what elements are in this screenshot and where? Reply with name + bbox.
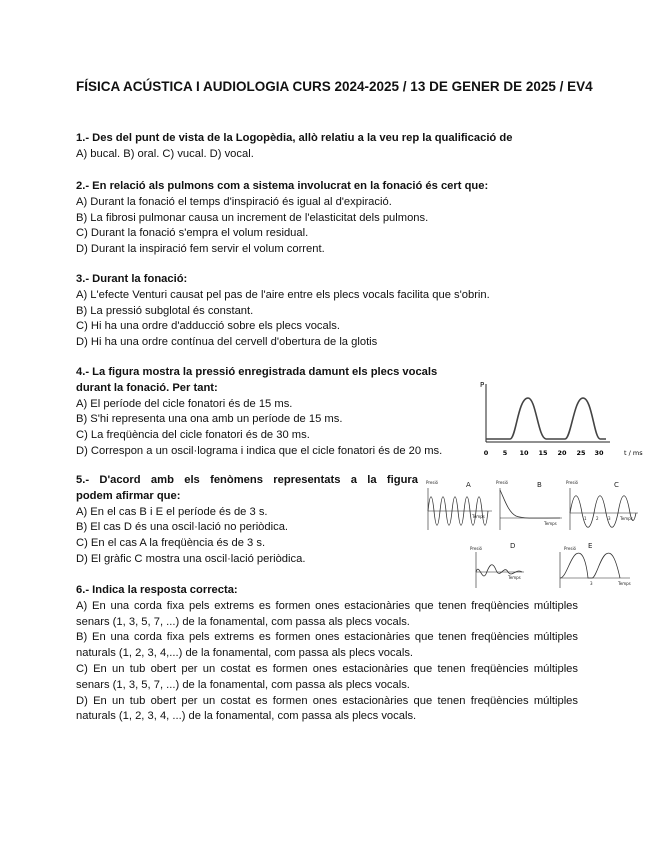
question-3-option-b: B) La pressió subglotal és constant. bbox=[76, 304, 254, 317]
tick-15: 15 bbox=[538, 449, 548, 457]
question-4-title-line-2: durant la fonació. Per tant: bbox=[76, 381, 218, 394]
document-title: FÍSICA ACÚSTICA I AUDIOLOGIA CURS 2024-2025 / 13 DE GENER DE 2025 / EV4 bbox=[76, 79, 593, 94]
tick-0: 0 bbox=[483, 449, 489, 457]
panel-e-pressure-label: Presió bbox=[564, 546, 577, 551]
panel-c-letter: C bbox=[614, 481, 619, 489]
pressure-waveform bbox=[486, 398, 606, 439]
question-6-option-c: C) En un tub obert per un costat es formen ones estacionàries que tenen freqüències múltiples senars (1, 3, 5, 7, ...) de la fonamental, com passa als plecs vocals. bbox=[76, 662, 578, 691]
panel-b-decay-curve bbox=[500, 490, 560, 518]
panel-b-pressure-label: Presió bbox=[496, 480, 509, 485]
panel-e-letter: E bbox=[588, 542, 593, 550]
question-4-option-b: B) S'hi representa una ona amb un període de 15 ms. bbox=[76, 413, 343, 426]
question-6-option-d: D) En un tub obert per un costat es formen ones estacionàries que tenen freqüències múltiples naturals (1, 2, 3, 4, ...) de la fonamental, com passa als plecs vocals. bbox=[76, 694, 578, 723]
question-4-option-c: C) La freqüència del cicle fonatori és de 30 ms. bbox=[76, 429, 310, 442]
question-6-title: 6.- Indica la resposta correcta: bbox=[76, 584, 238, 596]
question-6-option-b: B) En una corda fixa pels extrems es formen ones estacionàries que tenen freqüències múltiples naturals (1, 2, 3, 4,...) de la fonamental, com passa als plecs vocals. bbox=[76, 631, 578, 660]
question-3-title: 3.- Durant la fonació: bbox=[76, 273, 188, 285]
question-4-title-line-1: 4.- La figura mostra la pressió enregistrada damunt els plecs vocals bbox=[76, 366, 438, 378]
question-5-option-b: B) El cas D és una oscil·lació no periòdica. bbox=[76, 521, 289, 534]
question-3-option-c: C) Hi ha una ordre d'adducció sobre els plecs vocals. bbox=[76, 320, 340, 333]
question-2-option-d: D) Durant la inspiració fem servir el volum corrent. bbox=[76, 243, 325, 256]
question-2-option-a: A) Durant la fonació el temps d'inspiració és igual al d'expiració. bbox=[76, 195, 392, 208]
question-4-option-a: A) El període del cicle fonatori és de 15 ms. bbox=[76, 397, 293, 410]
question-2 bbox=[76, 179, 586, 258]
question-5 bbox=[76, 473, 418, 568]
question-4-option-d: D) Correspon a un oscil·lograma i indica que el cicle fonatori és de 20 ms. bbox=[76, 444, 443, 457]
question-6-option-a: A) En una corda fixa pels extrems es formen ones estacionàries que tenen freqüències múltiples senars (1, 3, 5, 7, ...) de la fonamental, com passa als plecs vocals. bbox=[76, 599, 578, 628]
oscillation-figure bbox=[424, 478, 646, 590]
tick-25: 25 bbox=[576, 449, 586, 457]
question-3-option-a: A) L'efecte Venturi causat pel pas de l'aire entre els plecs vocals facilita que s'obrin. bbox=[76, 288, 490, 301]
panel-c-time-label: Temps bbox=[620, 516, 633, 521]
panel-c-label-3: 3 bbox=[608, 516, 611, 521]
question-1-options: A) bucal. B) oral. C) vucal. D) vocal. bbox=[76, 147, 254, 160]
panel-e-time-label: Temps bbox=[618, 581, 631, 586]
panel-d-pressure-label: Presió bbox=[470, 546, 483, 551]
panel-e-label-3: 3 bbox=[590, 581, 593, 586]
panel-b-letter: B bbox=[537, 481, 542, 489]
panel-a-pressure-label: Presió bbox=[426, 480, 439, 485]
question-5-title-line-2: podem afirmar que: bbox=[76, 489, 181, 502]
panel-c-wave bbox=[570, 496, 636, 528]
question-3 bbox=[76, 272, 586, 351]
question-2-option-c: C) Durant la fonació s'empra el volum residual. bbox=[76, 227, 309, 240]
tick-20: 20 bbox=[557, 449, 567, 457]
tick-30: 30 bbox=[594, 449, 604, 457]
panel-d-time-label: Temps bbox=[508, 575, 521, 580]
question-1 bbox=[76, 131, 586, 163]
panel-a-letter: A bbox=[466, 481, 471, 489]
tick-5: 5 bbox=[502, 449, 508, 457]
panel-b-time-label: Temps bbox=[544, 521, 557, 526]
question-3-option-d: D) Hi ha una ordre contínua del cervell d'obertura de la glotis bbox=[76, 336, 378, 349]
panel-e-wave bbox=[560, 553, 620, 578]
question-5-option-d: D) El gràfic C mostra una oscil·lació periòdica. bbox=[76, 552, 306, 565]
panel-d-letter: D bbox=[510, 542, 516, 550]
panel-c-pressure-label: Presió bbox=[566, 480, 579, 485]
question-6 bbox=[76, 583, 578, 725]
figure-y-label: P bbox=[480, 381, 485, 389]
pressure-waveform-figure bbox=[476, 378, 648, 460]
panel-c-label-1: 1 bbox=[584, 516, 587, 521]
tick-10: 10 bbox=[519, 449, 529, 457]
question-5-option-a: A) En el cas B i E el període és de 3 s. bbox=[76, 505, 268, 518]
figure-x-unit: t / ms bbox=[624, 449, 643, 457]
question-1-title: 1.- Des del punt de vista de la Logopèdia, allò relatiu a la veu rep la qualificació de bbox=[76, 132, 513, 144]
panel-c-label-2: 2 bbox=[596, 516, 599, 521]
question-5-title-line-1: 5.- D'acord amb els fenòmens representats a la figura bbox=[76, 474, 418, 486]
question-5-option-c: C) En el cas A la freqüència és de 3 s. bbox=[76, 537, 266, 550]
panel-a-time-label: Temps bbox=[472, 514, 485, 519]
question-2-title: 2.- En relació als pulmons com a sistema involucrat en la fonació és cert que: bbox=[76, 180, 489, 192]
question-4 bbox=[76, 365, 476, 460]
question-2-option-b: B) La fibrosi pulmonar causa un increment de l'elasticitat dels pulmons. bbox=[76, 211, 429, 224]
